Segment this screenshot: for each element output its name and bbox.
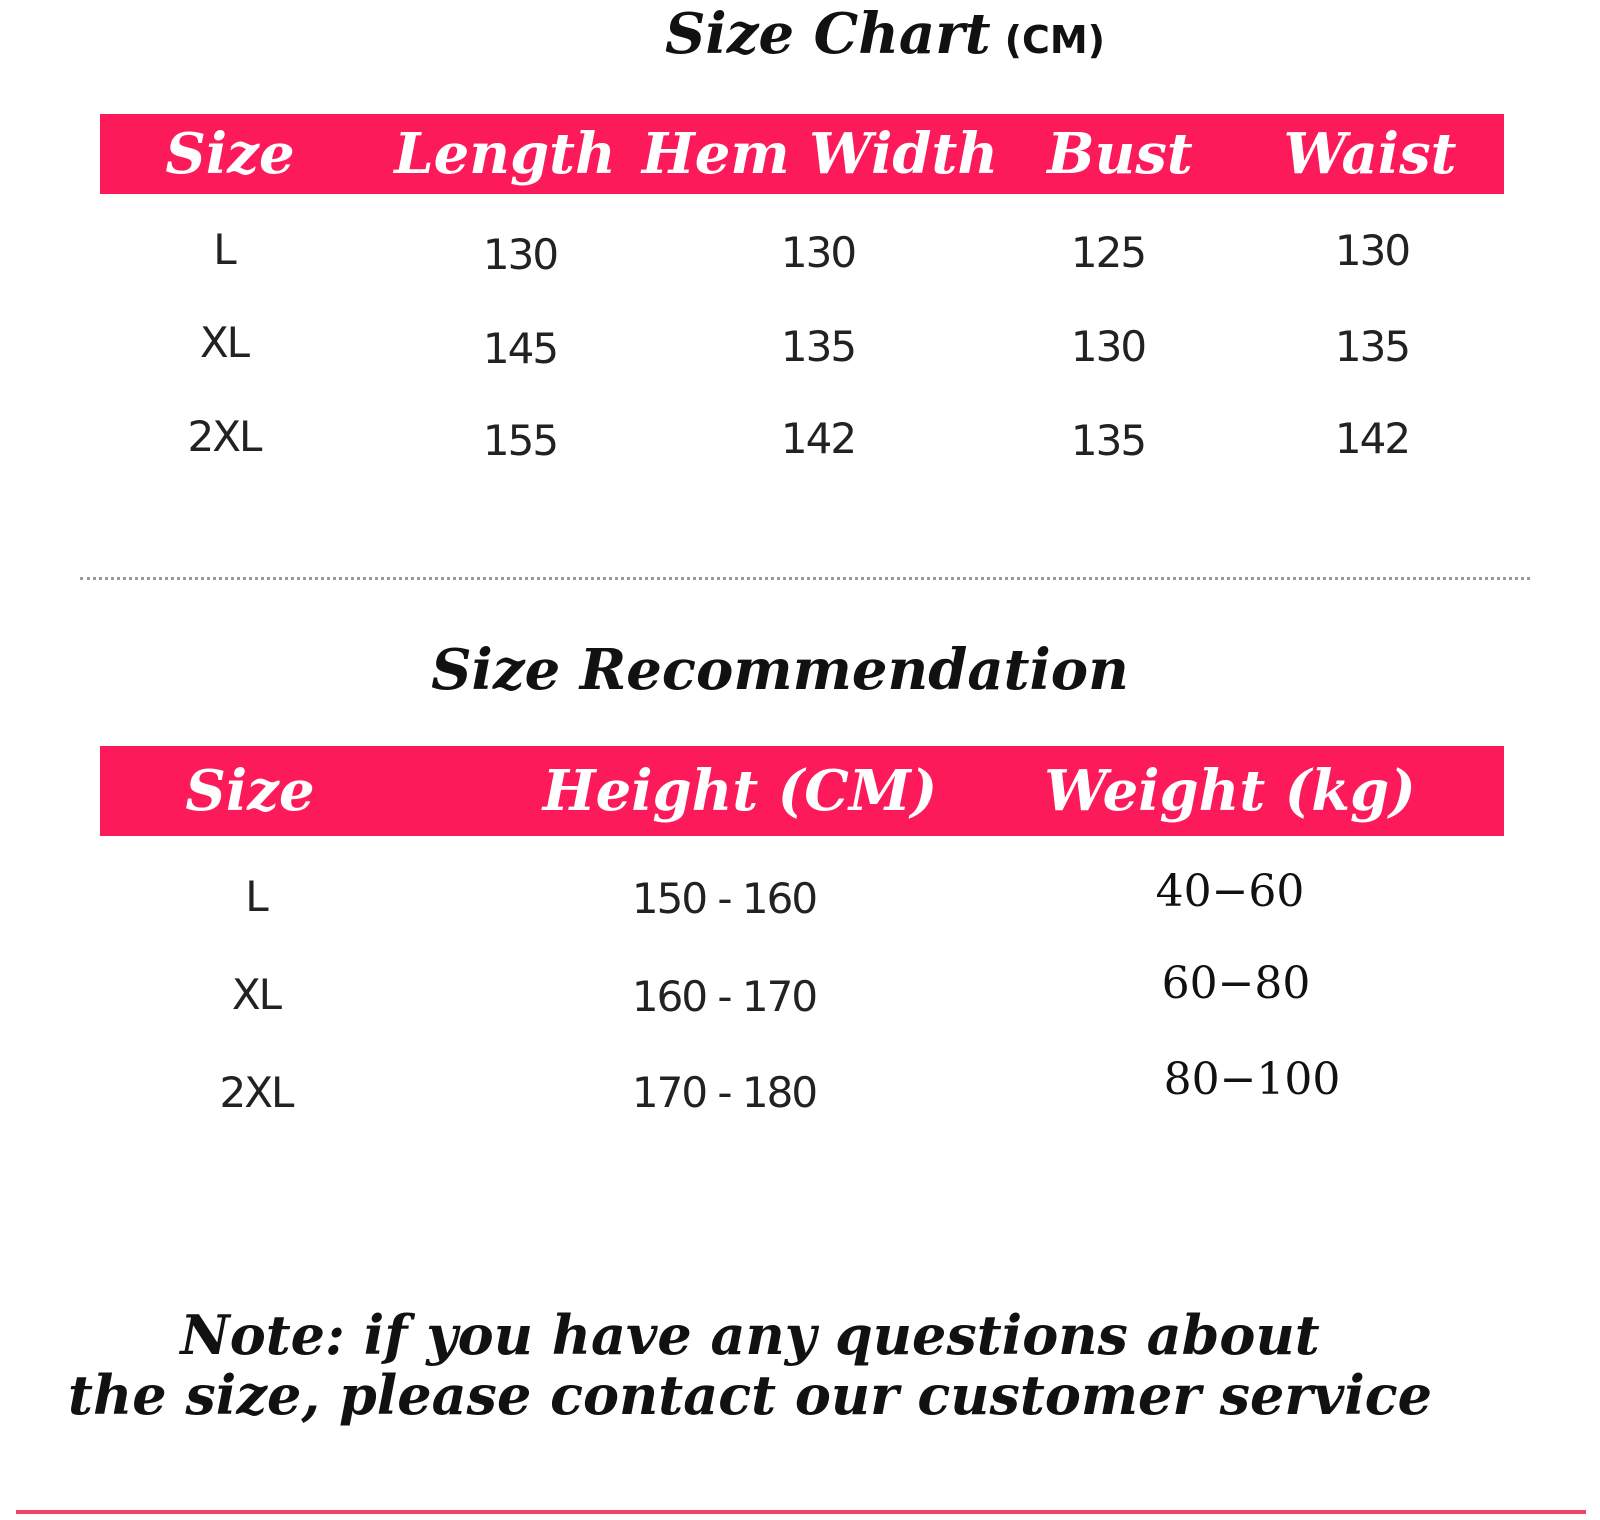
- size-recommendation-header-height: Height (CM): [542, 758, 938, 824]
- size-chart-unit: (CM): [1004, 18, 1106, 62]
- table-cell: XL: [231, 970, 281, 1019]
- size-chart-header: [100, 114, 1504, 194]
- table-cell: 125: [1070, 228, 1146, 277]
- size-recommendation-header-size: Size: [185, 758, 315, 824]
- size-chart-header-length: Length: [394, 121, 616, 187]
- size-chart-header-waist: Waist: [1283, 121, 1457, 187]
- table-cell: 40−60: [1155, 866, 1305, 917]
- table-cell: 130: [482, 230, 558, 279]
- size-chart-header-hem-width: Hem Width: [641, 121, 999, 187]
- section-divider: [80, 577, 1530, 580]
- table-cell: 142: [780, 414, 856, 463]
- note-text: [0, 1305, 1600, 1425]
- size-chart-title: [0, 2, 1600, 72]
- size-chart-header-bust: Bust: [1047, 121, 1193, 187]
- size-chart-title-text: Size Chart: [664, 1, 991, 67]
- table-cell: 2XL: [187, 412, 261, 461]
- table-cell: 145: [482, 324, 558, 373]
- table-cell: 142: [1334, 414, 1410, 463]
- note-line-2: the size, please contact our customer service: [68, 1363, 1432, 1427]
- size-recommendation-header-weight: Weight (kg): [1044, 758, 1416, 824]
- table-cell: 155: [482, 416, 558, 465]
- size-recommendation-header: [100, 746, 1504, 836]
- table-cell: L: [245, 872, 267, 921]
- size-chart-header-size: Size: [165, 121, 295, 187]
- table-cell: 130: [1070, 322, 1146, 371]
- table-cell: 170 - 180: [631, 1068, 817, 1117]
- table-cell: 150 - 160: [631, 874, 817, 923]
- table-cell: L: [213, 225, 235, 274]
- size-recommendation-title: Size Recommendation: [431, 637, 1129, 703]
- table-cell: 135: [780, 322, 856, 371]
- table-cell: 130: [780, 228, 856, 277]
- table-cell: 60−80: [1161, 958, 1311, 1009]
- bottom-rule: [16, 1510, 1586, 1514]
- note-line-1: Note: if you have any questions about: [180, 1303, 1320, 1367]
- table-cell: 80−100: [1163, 1054, 1341, 1105]
- table-cell: 135: [1070, 416, 1146, 465]
- table-cell: 160 - 170: [631, 972, 817, 1021]
- table-cell: XL: [199, 318, 249, 367]
- table-cell: 130: [1334, 226, 1410, 275]
- table-cell: 135: [1334, 322, 1410, 371]
- table-cell: 2XL: [219, 1068, 293, 1117]
